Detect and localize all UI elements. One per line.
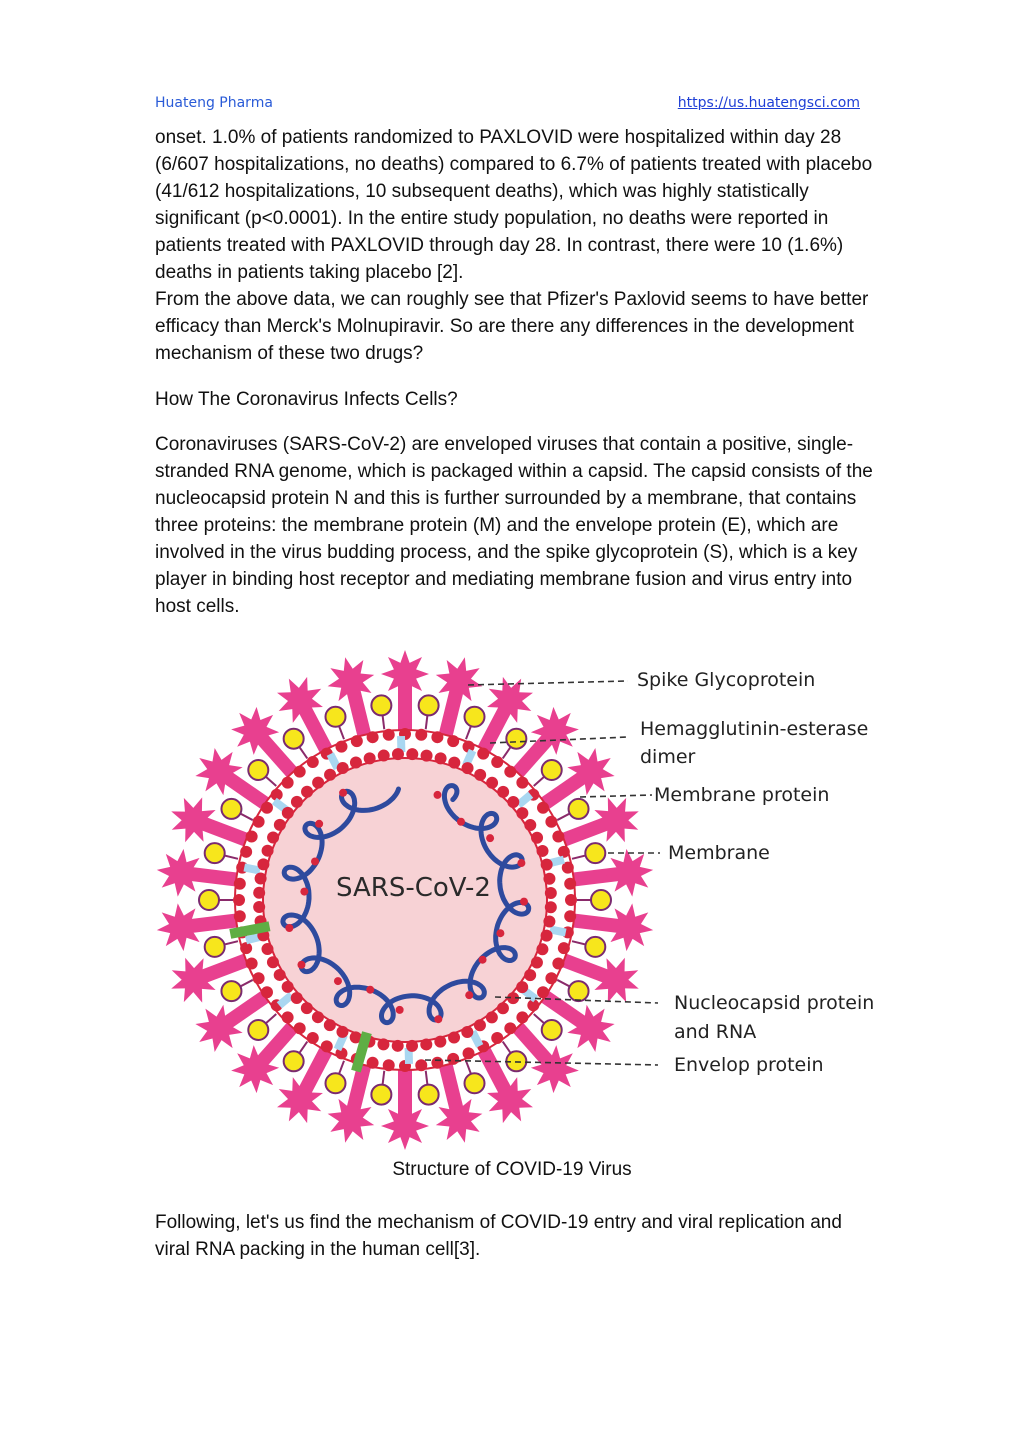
membrane-bead [531,832,543,844]
membrane-bead [392,748,404,760]
nucleocapsid-protein [315,820,323,828]
membrane-bead [545,972,557,984]
membrane-bead [421,750,433,762]
membrane-bead [364,752,376,764]
membrane-bead [294,1022,306,1034]
membrane-bead [246,830,258,842]
nucleocapsid-protein [300,888,308,896]
nucleocapsid-protein [479,956,487,964]
membrane-bead [377,1038,389,1050]
membrane-bead [507,796,519,808]
membrane-bead [516,981,528,993]
hemagglutinin-esterase [419,695,439,729]
membrane-bead [282,981,294,993]
nucleocapsid-protein [366,986,374,994]
hemagglutinin-esterase [465,707,485,739]
membrane-bead [497,1002,509,1014]
membrane-bead [262,845,274,857]
membrane-bead [301,786,313,798]
membrane-bead [267,956,279,968]
label-membrane-protein: Membrane protein [654,784,830,806]
membrane-bead [491,756,503,768]
hemagglutinin-esterase [503,729,527,759]
hemagglutinin-esterase [221,980,252,1001]
membrane-bead [267,831,279,843]
membrane-bead [541,859,553,871]
membrane-bead [233,894,245,906]
label-envelop-protein: Envelop protein [674,1054,824,1076]
membrane-bead [536,943,548,955]
membrane-bead [462,762,474,774]
membrane-bead [253,972,265,984]
spike-glycoprotein [381,1062,429,1150]
nucleocapsid-protein [285,924,293,932]
membrane-bead [406,748,418,760]
hemagglutinin-esterase [205,937,238,957]
hemagglutinin-esterase [205,843,238,863]
virus-name-label: SARS-CoV-2 [336,873,491,903]
membrane-bead [253,887,265,899]
membrane-bead [531,957,543,969]
virus-structure-figure [150,645,890,1155]
membrane-bead [447,735,459,747]
leader-spike [468,681,628,685]
membrane-bead [274,819,286,831]
membrane-bead [491,1032,503,1044]
hemagglutinin-esterase [465,1061,485,1093]
membrane-bead [261,802,273,814]
leader-membrane-protein [580,795,652,797]
spike-glycoprotein [381,650,429,738]
nucleocapsid-protein [339,789,347,797]
membrane-bead [474,769,486,781]
membrane-bead [350,756,362,768]
membrane-bead [431,731,443,743]
nucleocapsid-protein [434,791,442,799]
hemagglutinin-esterase [534,760,562,786]
membrane-bead [291,796,303,808]
nucleocapsid-protein [297,961,305,969]
nucleocapsid-protein [434,1015,442,1023]
hemagglutinin-esterase [199,890,233,910]
label-membrane: Membrane [668,842,770,864]
label-nucleocapsid: Nucleocapsid protein [674,992,875,1014]
nucleocapsid-protein [396,1006,404,1014]
membrane-bead [524,969,536,981]
hemagglutinin-esterase [577,890,611,910]
membrane-bead [516,777,528,789]
membrane-bead [565,894,577,906]
membrane-bead [324,1019,336,1031]
membrane-bead [545,901,557,913]
membrane-bead [307,1032,319,1044]
membrane-bead [282,777,294,789]
site-link[interactable]: https://us.huatengsci.com [677,95,860,111]
membrane-bead [448,757,460,769]
hemagglutinin-esterase [572,843,605,863]
membrane-bead [367,1057,379,1069]
nucleocapsid-protein [520,898,528,906]
membrane-bead [255,872,267,884]
membrane-bead [448,1032,460,1044]
membrane-bead [383,729,395,741]
membrane-bead [246,958,258,970]
hemagglutinin-esterase [419,1071,439,1105]
membrane-bead [420,1038,432,1050]
membrane-bead [564,910,576,922]
membrane-bead [392,1040,404,1052]
paragraph-comparison: From the above data, we can roughly see that Pfizer's Paxlovid seems to have better efficacy than Merck's Molnupiravir. So are there any differences in the development mechanism of these two drugs? [155,289,869,364]
hemagglutinin-esterase [325,707,345,739]
membrane-bead [415,729,427,741]
membrane-bead [516,1011,528,1023]
hemagglutinin-esterase [557,980,588,1001]
membrane-bead [240,846,252,858]
membrane-bead [257,858,269,870]
membrane-bead [543,873,555,885]
membrane-bead [497,786,509,798]
membrane-bead [301,1002,313,1014]
brand-name: Huateng Pharma [155,95,273,111]
membrane-bead [486,1011,498,1023]
membrane-bead [415,1059,427,1071]
membrane-bead [477,748,489,760]
membrane-bead [474,1019,486,1031]
membrane-bead [463,1047,475,1059]
membrane-bead [545,887,557,899]
membrane-bead [552,830,564,842]
label-dimer: dimer [640,746,696,768]
membrane-bead [324,769,336,781]
membrane-bead [321,1040,333,1052]
hemagglutinin-esterase [284,1042,308,1072]
paragraph-results: onset. 1.0% of patients randomized to PAXLOVID were hospitalized within day 28 (6/607 hospitalizations, no deaths) compared to 6.7% of patients treated with placebo (41/612 hospitalizations, 10 subsequent deaths), which was highly statistically significant (p<0.0001). In the entire study population, no deaths were reported in patients treated with PAXLOVID through day 28. In contrast, there were 10 (1.6%) deaths in patients taking placebo [2]. [155,127,873,283]
membrane-bead [406,1040,418,1052]
section-heading: How The Coronavirus Infects Cells? [155,389,458,410]
nucleocapsid-protein [496,929,504,937]
hemagglutinin-esterase [557,799,588,820]
membrane-bead [541,930,553,942]
nucleocapsid-protein [457,818,465,826]
nucleocapsid-protein [486,834,494,842]
hemagglutinin-esterase [284,729,308,759]
membrane-bead [367,731,379,743]
membrane-bead [504,766,516,778]
membrane-bead [234,878,246,890]
label-and-rna: and RNA [674,1021,757,1043]
nucleocapsid-protein [311,857,319,865]
membrane-bead [282,807,294,819]
figure-caption: Structure of COVID-19 Virus [392,1159,632,1180]
membrane-bead [307,756,319,768]
membrane-bead [240,942,252,954]
membrane-bead [336,1026,348,1038]
membrane-bead [282,1011,294,1023]
label-hemagglutinin-esterase: Hemagglutinin-esterase [640,718,869,740]
membrane-bead [543,916,555,928]
membrane-bead [294,766,306,778]
label-spike-glycoprotein: Spike Glycoprotein [637,669,816,691]
membrane-bead [434,1036,446,1048]
hemagglutinin-esterase [503,1042,527,1072]
paragraph-following: Following, let's us find the mechanism of COVID-19 entry and viral replication and viral RNA packing in the human cell[3]. [155,1212,842,1260]
membrane-bead [253,901,265,913]
membrane-bead [253,816,265,828]
membrane-bead [558,942,570,954]
membrane-bead [274,969,286,981]
membrane-bead [337,762,349,774]
membrane-bead [558,846,570,858]
nucleocapsid-protein [334,977,342,985]
page-header [155,95,860,117]
hemagglutinin-esterase [248,1014,276,1040]
membrane-bead [383,1059,395,1071]
membrane-bead [312,1011,324,1023]
membrane-bead [261,943,273,955]
hemagglutinin-esterase [248,760,276,786]
paragraph-coronavirus-structure: Coronaviruses (SARS-CoV-2) are enveloped viruses that contain a positive, single-stranded RNA genome, which is packaged within a capsid. The capsid consists of the nucleocapsid protein N and this is further surrounded by a membrane, that contains three proteins: the membrane protein (M) and the envelope protein (E), which are involved in the virus budding process, and the spike glycoprotein (S), which is a key player in binding host receptor and mediating membrane fusion and virus entry into host cells. [155,434,873,617]
membrane-bead [537,802,549,814]
hemagglutinin-esterase [221,799,252,820]
membrane-bead [537,986,549,998]
membrane-bead [435,752,447,764]
membrane-bead [486,777,498,789]
hemagglutinin-esterase [534,1014,562,1040]
membrane-bead [552,958,564,970]
membrane-bead [545,816,557,828]
membrane-bead [312,777,324,789]
membrane-bead [431,1057,443,1069]
membrane-bead [504,1022,516,1034]
membrane-bead [516,807,528,819]
membrane-bead [537,845,549,857]
hemagglutinin-esterase [572,937,605,957]
hemagglutinin-esterase [371,695,391,729]
hemagglutinin-esterase [325,1061,345,1093]
membrane-bead [335,741,347,753]
membrane-bead [351,735,363,747]
membrane-bead [461,1026,473,1038]
membrane-bead [234,910,246,922]
membrane-bead [564,878,576,890]
hemagglutinin-esterase [371,1071,391,1105]
membrane-bead [378,750,390,762]
membrane-bead [447,1053,459,1065]
membrane-bead [291,992,303,1004]
membrane-bead [524,819,536,831]
nucleocapsid-protein [517,859,525,867]
nucleocapsid-protein [465,991,473,999]
membrane-bead [261,986,273,998]
